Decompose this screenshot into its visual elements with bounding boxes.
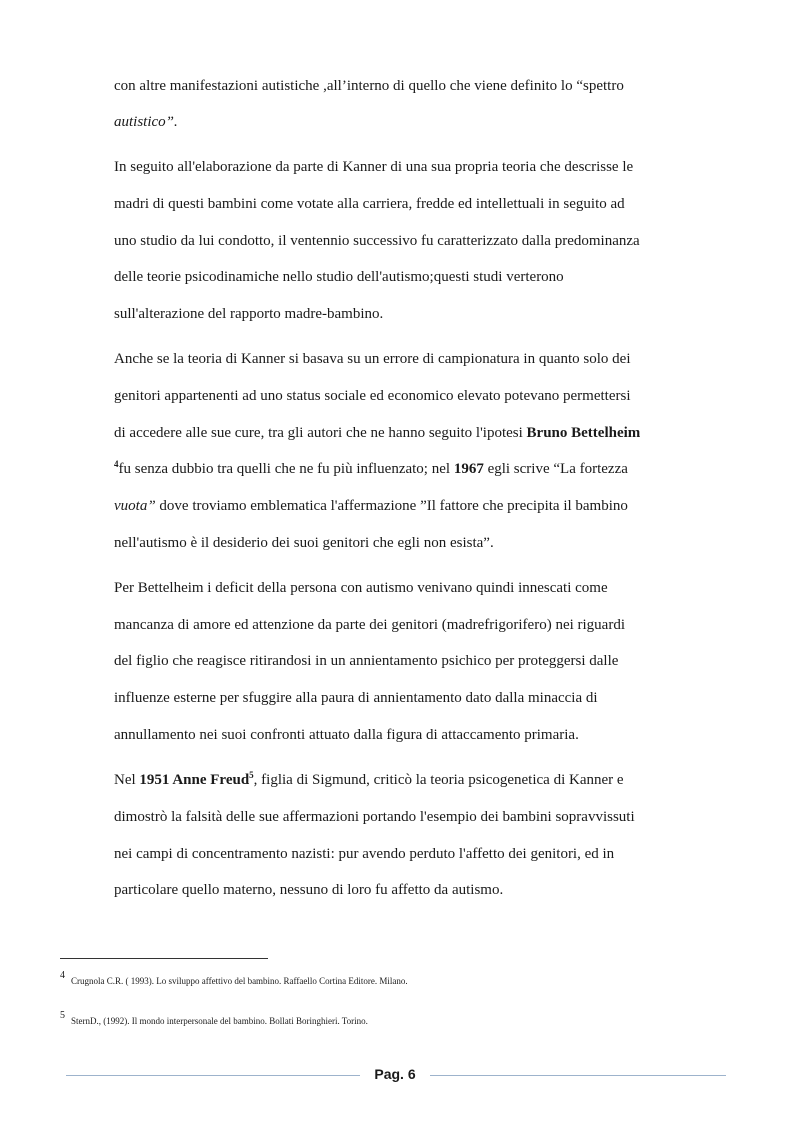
paragraph-3-line-5 <box>114 497 628 515</box>
footnote-text: Crugnola C.R. ( 1993). Lo sviluppo affettivo del bambino. Raffaello Cortina Editore. Milano. <box>71 976 408 986</box>
text-run: Nel <box>114 772 140 788</box>
paragraph-3-line-3 <box>114 424 640 442</box>
paragraph-4-line-4: influenze esterne per sfuggire alla paura di annientamento dato dalla minaccia di <box>114 690 598 706</box>
book-title-fragment: vuota” <box>114 498 156 514</box>
paragraph-2-line-3: uno studio da lui condotto, il ventennio successivo fu caratterizzato dalla predominanza <box>114 233 640 249</box>
footnote-ref-5[interactable]: 5 <box>249 770 254 780</box>
footer-rule-right <box>430 1075 726 1076</box>
text-run: fu senza dubbio tra quelli che ne fu più influenzato; nel <box>118 461 454 477</box>
footer-rule-left <box>66 1075 360 1076</box>
paragraph-3-line-2: genitori appartenenti ad uno status sociale ed economico elevato potevano permettersi <box>114 388 631 404</box>
paragraph-3-line-4 <box>114 460 628 478</box>
paragraph-4-line-1: Per Bettelheim i deficit della persona con autismo venivano quindi innescati come <box>114 580 608 596</box>
text-run: egli scrive “La fortezza <box>483 461 628 477</box>
paragraph-2-line-2: madri di questi bambini come votate alla carriera, fredde ed intellettuali in seguito ad <box>114 196 625 212</box>
paragraph-4-line-3: del figlio che reagisce ritirandosi in un annientamento psichico per proteggersi dalle <box>114 653 619 669</box>
paragraph-5-line-2: dimostrò la falsità delle sue affermazioni portando l'esempio dei bambini sopravvissuti <box>114 809 635 825</box>
paragraph-3-line-6: nell'autismo è il desiderio dei suoi genitori che egli non esista”. <box>114 535 494 551</box>
paragraph-2-line-5: sull'alterazione del rapporto madre-bambino. <box>114 306 384 322</box>
footnote-5 <box>60 1010 368 1027</box>
page-number: Pag. 6 <box>374 1066 416 1082</box>
paragraph-2-line-1: In seguito all'elaborazione da parte di Kanner di una sua propria teoria che descrisse le <box>114 159 634 175</box>
paragraph-1-line-2: autistico”. <box>114 114 178 130</box>
year-and-author-anne-freud: 1951 Anne Freud <box>139 772 250 788</box>
text-run: , figlia di Sigmund, criticò la teoria psicogenetica di Kanner e <box>253 772 624 788</box>
paragraph-4-line-2: mancanza di amore ed attenzione da parte dei genitori (madrefrigorifero) nei riguardi <box>114 617 626 633</box>
paragraph-5-line-4: particolare quello materno, nessuno di loro fu affetto da autismo. <box>114 882 504 898</box>
footnote-4 <box>60 970 408 987</box>
paragraph-4-line-5: annullamento nei suoi confronti attuato dalla figura di attaccamento primaria. <box>114 727 579 743</box>
year-1967: 1967 <box>453 461 484 477</box>
paragraph-3-line-1: Anche se la teoria di Kanner si basava su un errore di campionatura in quanto solo dei <box>114 351 631 367</box>
text-run: dove troviamo emblematica l'affermazione ”Il fattore che precipita il bambino <box>155 498 628 514</box>
footnote-number: 5 <box>60 1010 65 1021</box>
text-run: di accedere alle sue cure, tra gli autori che ne hanno seguito l'ipotesi <box>114 425 527 441</box>
author-name-bettelheim: Bruno Bettelheim <box>526 425 641 441</box>
paragraph-5-line-3: nei campi di concentramento nazisti: pur avendo perduto l'affetto dei genitori, ed in <box>114 846 615 862</box>
footnote-ref-4[interactable]: 4 <box>114 459 119 469</box>
footnote-text: SternD., (1992). Il mondo interpersonale del bambino. Bollati Boringhieri. Torino. <box>71 1016 368 1026</box>
paragraph-2-line-4: delle teorie psicodinamiche nello studio dell'autismo;questi studi verterono <box>114 269 564 285</box>
footnote-separator <box>60 958 268 959</box>
footnote-number: 4 <box>60 970 65 981</box>
paragraph-1-line-1: con altre manifestazioni autistiche ,all’interno di quello che viene definito lo “spettro <box>114 78 624 94</box>
paragraph-5-line-1 <box>114 771 624 789</box>
